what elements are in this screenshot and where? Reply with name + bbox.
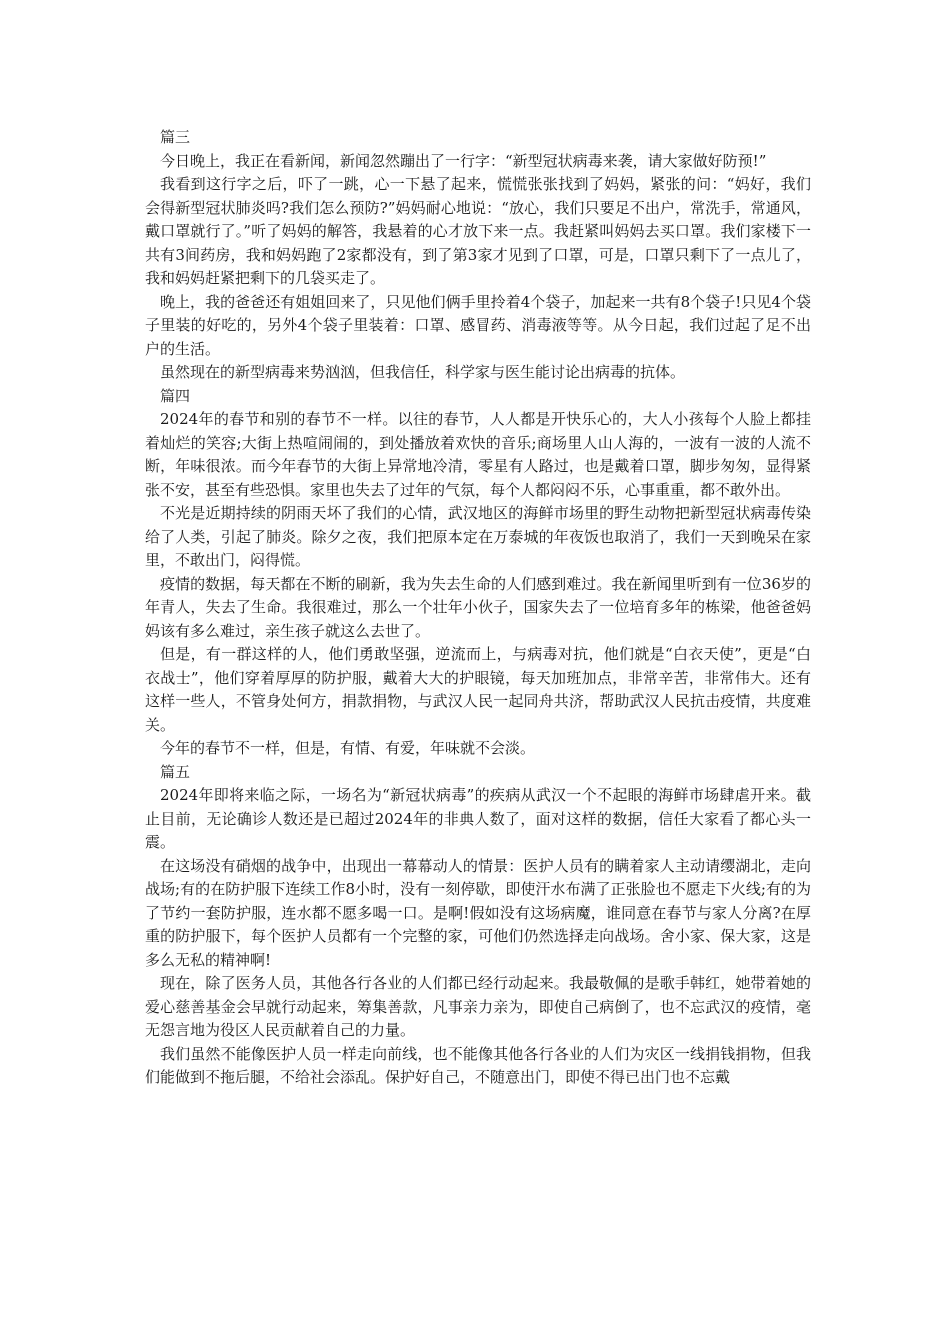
paragraph: 我看到这行字之后，吓了一跳，心一下悬了起来，慌慌张张找到了妈妈，紧张的问：“妈好，我们会得新型冠状肺炎吗?我们怎么预防?”妈妈耐心地说：“放心，我们只要足不出户，常洗手，常通风，戴口罩就行了。”听了妈妈的解答，我悬着的心才放下来一点。我赶紧叫妈妈去买口罩。我们家楼下一共有3间药房，我和妈妈跑了2家都没有，到了第3家才见到了口罩，可是，口罩只剩下了一点儿了，我和妈妈赶紧把剩下的几袋买走了。 [145, 175, 811, 287]
paragraph: 今年的春节不一样，但是，有情、有爱，年味就不会淡。 [160, 739, 536, 757]
paragraph: 不光是近期持续的阴雨天坏了我们的心情，武汉地区的海鲜市场里的野生动物把新型冠状病毒传染给了人类，引起了肺炎。除夕之夜，我们把原本定在万泰城的年夜饭也取消了，我们一天到晚呆在家里，不敢出门，闷得慌。 [145, 504, 811, 569]
paragraph: 现在，除了医务人员，其他各行各业的人们都已经行动起来。我最敬佩的是歌手韩红，她带着她的爱心慈善基金会早就行动起来，筹集善款，凡事亲力亲为，即使自己病倒了，也不忘武汉的疫情，毫无怨言地为役区人民贡献着自己的力量。 [145, 974, 811, 1039]
paragraph: 晚上，我的爸爸还有姐姐回来了，只见他们俩手里拎着4个袋子，加起来一共有8个袋子!只见4个袋子里装的好吃的，另外4个袋子里装着：口罩、感冒药、消毒液等等。从今日起，我们过起了足不出户的生活。 [145, 292, 811, 358]
section-5 [145, 761, 811, 1090]
paragraph: 疫情的数据，每天都在不断的刷新，我为失去生命的人们感到难过。我在新闻里听到有一位36岁的年青人，失去了生命。我很难过，那么一个壮年小伙子，国家失去了一位培育多年的栋梁，他爸爸妈妈该有多么难过，亲生孩子就这么去世了。 [145, 574, 811, 640]
section-title: 篇三 [160, 128, 191, 146]
paragraph: 但是，有一群这样的人，他们勇敢坚强，逆流而上，与病毒对抗，他们就是“白衣天使”，更是“白衣战士”，他们穿着厚厚的防护服，戴着大大的护眼镜，每天加班加点，非常辛苦，非常伟大。还有这样一些人，不管身处何方，捐款捐物，与武汉人民一起同舟共济，帮助武汉人民抗击疫情，共度难关。 [145, 645, 811, 734]
paragraph: 今日晚上，我正在看新闻，新闻忽然蹦出了一行字：“新型冠状病毒来袭，请大家做好防预!” [160, 151, 767, 170]
paragraph: 2024年即将来临之际，一场名为“新冠状病毒”的疾病从武汉一个不起眼的海鲜市场肆虐开来。截止目前，无论确诊人数还是已超过2024年的非典人数了，面对这样的数据，信任大家看了都心头一震。 [145, 786, 811, 851]
section-3 [145, 126, 811, 385]
paragraph: 虽然现在的新型病毒来势汹汹，但我信任，科学家与医生能讨论出病毒的抗体。 [160, 363, 686, 381]
section-4 [145, 385, 811, 761]
paragraph: 2024年的春节和别的春节不一样。以往的春节，人人都是开快乐心的，大人小孩每个人脸上都挂着灿烂的笑容;大街上热喧闹闹的，到处播放着欢快的音乐;商场里人山人海的，一波有一波的人流不断，年味很浓。而今年春节的大街上异常地冷清，零星有人路过，也是戴着口罩，脚步匆匆，显得紧张不安，甚至有些恐惧。家里也失去了过年的气氛，每个人都闷闷不乐，心事重重，都不敢外出。 [145, 410, 811, 499]
paragraph: 在这场没有硝烟的战争中，出现出一幕幕动人的情景：医护人员有的瞒着家人主动请缨湖北，走向战场;有的在防护服下连续工作8小时，没有一刻停歇，即使汗水布满了正张脸也不愿走下火线;有的为了节约一套防护服，连水都不愿多喝一口。是啊!假如没有这场病魔，谁同意在春节与家人分离?在厚重的防护服下，每个医护人员都有一个完整的家，可他们仍然选择走向战场。舍小家、保大家，这是多么无私的精神啊! [145, 856, 811, 969]
section-title: 篇四 [160, 386, 191, 405]
section-title: 篇五 [160, 762, 191, 781]
document-page [145, 126, 811, 1090]
paragraph: 我们虽然不能像医护人员一样走向前线，也不能像其他各行各业的人们为灾区一线捐钱捐物，但我们能做到不拖后腿，不给社会添乱。保护好自己，不随意出门，即使不得已出门也不忘戴 [145, 1044, 811, 1086]
